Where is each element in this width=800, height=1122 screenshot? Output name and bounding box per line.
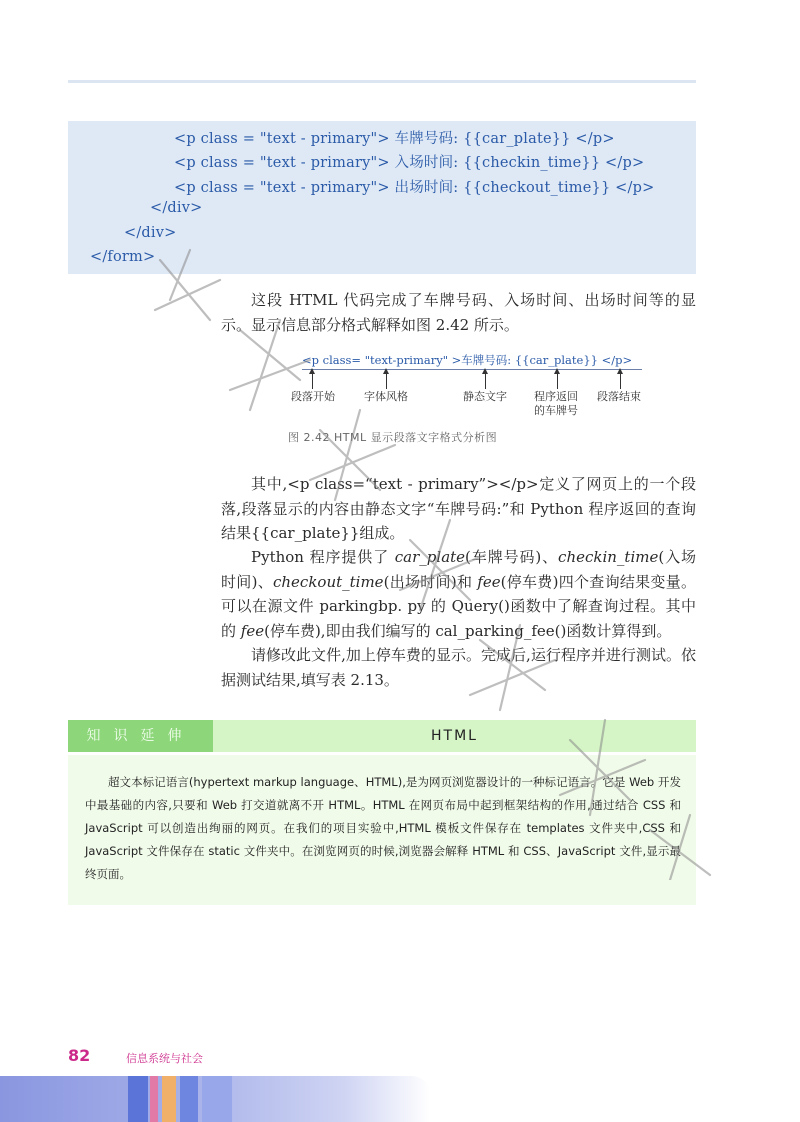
code-line: </form>: [90, 249, 156, 265]
text: (入场时间)、: [221, 548, 697, 591]
figure-code: <p class= "text-primary" >车牌号码: {{car_plate}} </p>: [302, 353, 633, 367]
variable: fee: [240, 621, 265, 640]
figure-label: 程序返回的车牌号: [534, 390, 578, 417]
code-line: </div>: [124, 225, 177, 241]
footer-stripe: [128, 1076, 148, 1122]
code-line: </div>: [150, 200, 203, 216]
page-number: 82: [68, 1046, 91, 1065]
figure-label: 段落开始: [291, 390, 335, 403]
footer-stripe: [180, 1076, 198, 1122]
knowledge-title: HTML: [431, 728, 478, 744]
book-title: 信息系统与社会: [126, 1052, 203, 1065]
code-block: [68, 121, 696, 274]
code-line: <p class = "text - primary"> 入场时间: {{checkin_time}} </p>: [174, 155, 645, 171]
text: (停车费)四个查询结果变量。可以在源文件 parkingbp. py 的 Query()函数中了解查询过程。其中的: [221, 572, 696, 640]
knowledge-body: [68, 755, 696, 905]
top-rule: [68, 80, 696, 83]
paragraph-explanation: 其中,<p class=“text - primary”></p>定义了网页上的一个段落,段落显示的内容由静态文字“车牌号码:”和 Python 程序返回的查询结果{{car_plate}}组成。: [221, 475, 696, 542]
variable: checkin_time: [558, 548, 659, 566]
footer-stripe: [150, 1076, 158, 1122]
text: (停车费),即由我们编写的 cal_parking_fee()函数计算得到。: [264, 621, 672, 640]
figure-label: 字体风格: [364, 390, 408, 403]
arrow-icon: [485, 373, 486, 389]
variable: checkout_time: [272, 572, 384, 591]
code-line: <p class = "text - primary"> 出场时间: {{checkout_time}} </p>: [174, 180, 655, 196]
text: (车牌号码)、: [465, 548, 559, 566]
figure-caption: 图 2.42 HTML 显示段落文字格式分析图: [288, 431, 498, 444]
arrow-icon: [312, 373, 313, 389]
paragraph-task: 请修改此文件,加上停车费的显示。完成后,运行程序并进行测试。依据测试结果,填写表 2.13。: [221, 646, 696, 689]
variable: fee: [477, 572, 501, 591]
paragraph-variables: [221, 545, 696, 643]
arrow-icon: [620, 373, 621, 389]
knowledge-text: 超文本标记语言(hypertext markup language、HTML),是为网页浏览器设计的一种标记语言。它是 Web 开发中最基础的内容,只要和 Web 打交道就离不开 HTML。HTML 在网页布局中起到框架结构的作用,通过结合 CSS 和 JavaScript 可以创造出绚丽的网页。在我们的项目实验中,HTML 模板文件保存在 templates 文件夹中,CSS 和 JavaScript 文件保存在 static 文件夹中。在浏览网页的时候,浏览器会解释 HTML 和 CSS、JavaScript 文件,显示最终页面。: [85, 775, 681, 881]
figure-label: 段落结束: [597, 390, 641, 403]
knowledge-tag: 知识延伸: [68, 720, 213, 752]
figure-underline: [302, 369, 642, 370]
code-line: <p class = "text - primary"> 车牌号码: {{car_plate}} </p>: [174, 131, 615, 147]
text: (出场时间)和: [383, 572, 478, 591]
figure-2-42: [280, 352, 660, 437]
footer-stripe: [202, 1076, 232, 1122]
arrow-icon: [386, 373, 387, 389]
arrow-icon: [557, 373, 558, 389]
paragraph-intro: 这段 HTML 代码完成了车牌号码、入场时间、出场时间等的显示。显示信息部分格式解释如图 2.42 所示。: [221, 291, 696, 334]
footer-stripe: [162, 1076, 176, 1122]
knowledge-header: [68, 720, 696, 752]
variable: car_plate: [394, 548, 466, 566]
text: Python 程序提供了: [251, 548, 395, 566]
figure-label: 静态文字: [463, 390, 507, 403]
